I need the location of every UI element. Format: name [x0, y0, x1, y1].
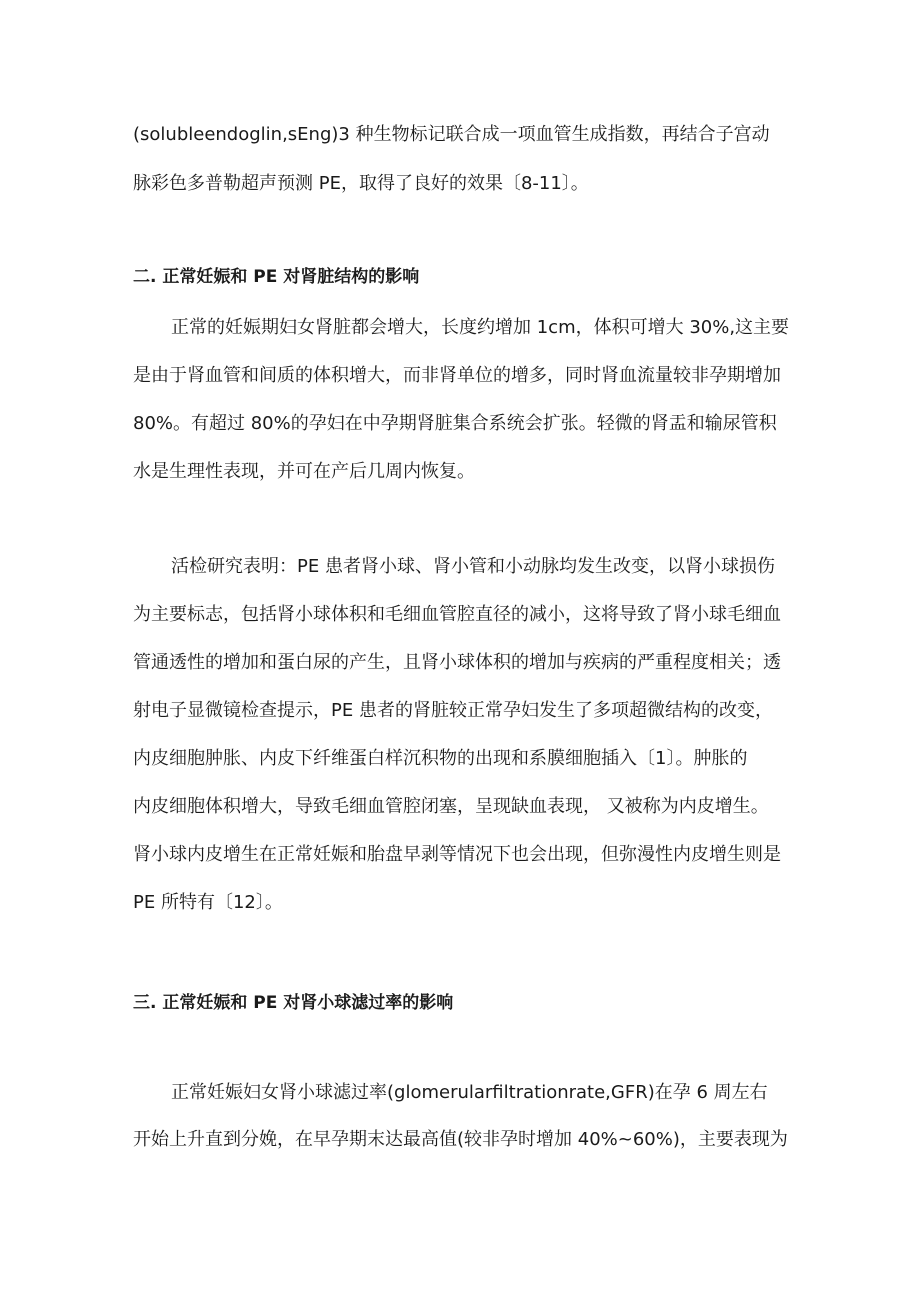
text-line: 正常妊娠妇女肾小球滤过率(glomerularfiltrationrate,GFR)在孕 6 周左右	[171, 1082, 768, 1103]
section-heading: 二. 正常妊娠和 PE 对肾脏结构的影响	[133, 267, 420, 287]
text-line: (solubleendoglin,sEng)3 种生物标记联合成一项血管生成指数，再结合子宫动	[133, 124, 770, 145]
text-line: 射电子显微镜检查提示，PE 患者的肾脏较正常孕妇发生了多项超微结构的改变，	[133, 700, 773, 721]
text-line: 为主要标志，包括肾小球体积和毛细血管腔直径的减小，这将导致了肾小球毛细血	[133, 604, 781, 625]
text-line: PE 所特有〔12〕。	[133, 892, 283, 913]
text-line: 开始上升直到分娩，在早孕期末达最高值(较非孕时增加 40%~60%)，主要表现为	[133, 1129, 788, 1150]
text-line: 活检研究表明：PE 患者肾小球、肾小管和小动脉均发生改变，以肾小球损伤	[171, 556, 775, 577]
text-line: 正常的妊娠期妇女肾脏都会增大，长度约增加 1cm，体积可增大 30%,这主要	[171, 317, 790, 338]
text-line: 脉彩色多普勒超声预测 PE，取得了良好的效果〔8-11〕。	[133, 173, 589, 194]
text-line: 内皮细胞体积增大，导致毛细血管腔闭塞，呈现缺血表现， 又被称为内皮增生。	[133, 796, 769, 817]
text-line: 水是生理性表现，并可在产后几周内恢复。	[133, 461, 475, 482]
text-line: 是由于肾血管和间质的体积增大，而非肾单位的增多，同时肾血流量较非孕期增加	[133, 365, 781, 386]
section-heading: 三. 正常妊娠和 PE 对肾小球滤过率的影响	[133, 993, 454, 1013]
text-line: 80%。有超过 80%的孕妇在中孕期肾脏集合系统会扩张。轻微的肾盂和输尿管积	[133, 413, 777, 434]
text-line: 内皮细胞肿胀、内皮下纤维蛋白样沉积物的出现和系膜细胞插入〔1〕。肿胀的	[133, 748, 748, 769]
text-line: 肾小球内皮增生在正常妊娠和胎盘早剥等情况下也会出现，但弥漫性内皮增生则是	[133, 844, 781, 865]
text-line: 管通透性的增加和蛋白尿的产生，且肾小球体积的增加与疾病的严重程度相关；透	[133, 652, 781, 673]
